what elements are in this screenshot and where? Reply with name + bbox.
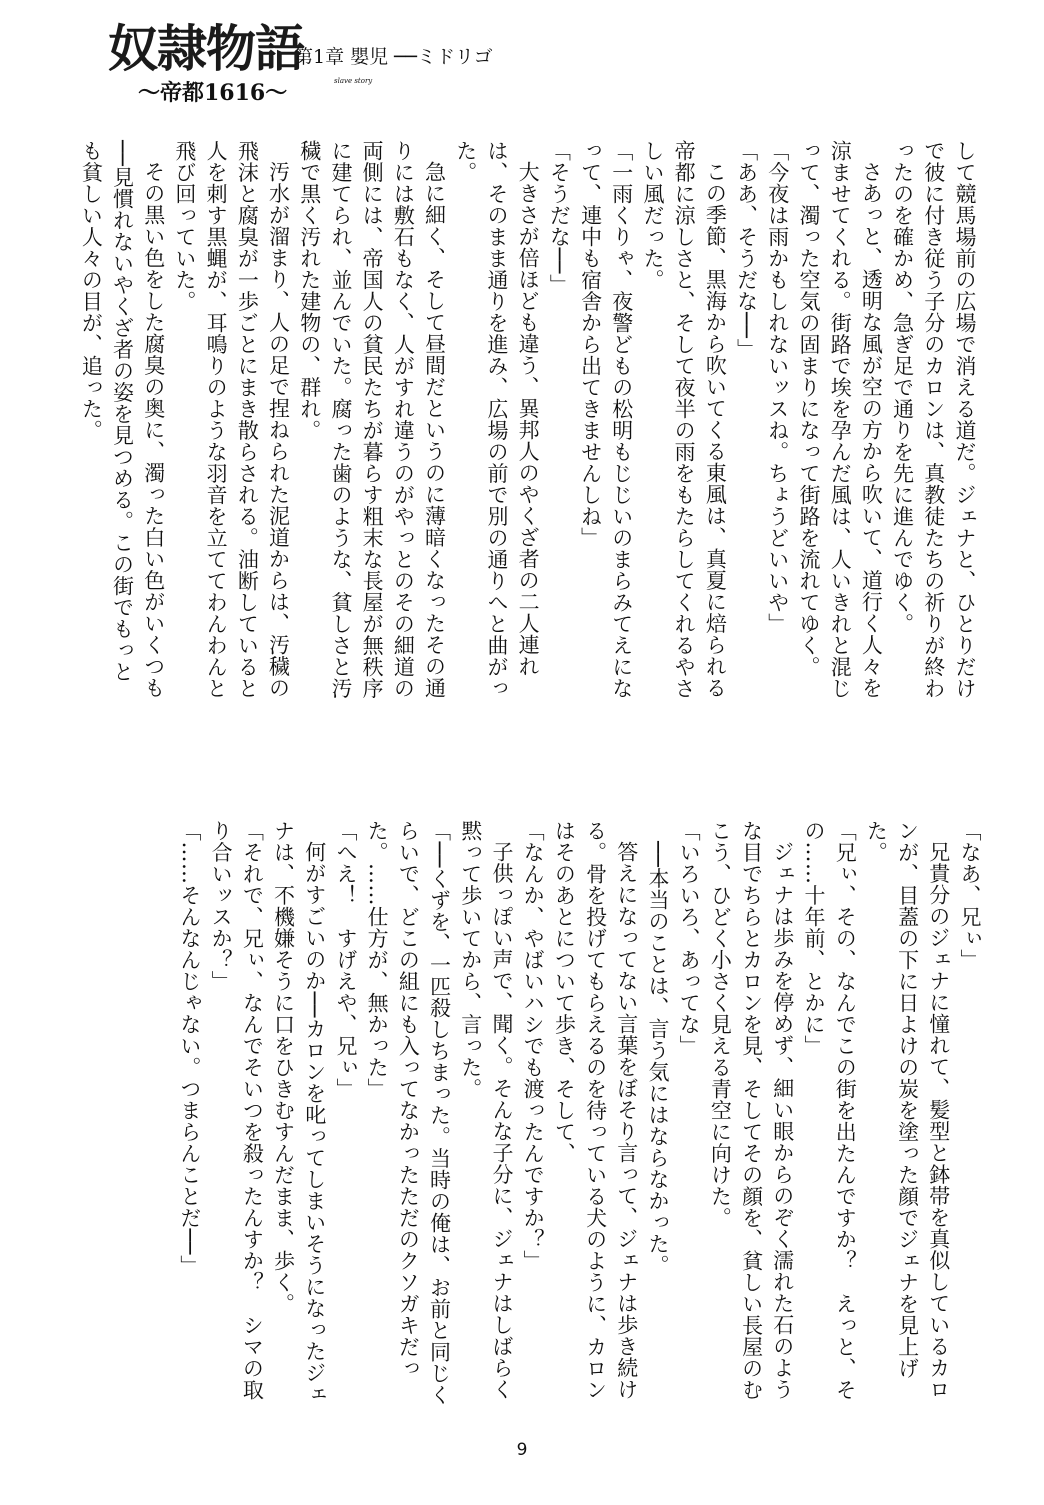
paragraph: 「一雨くりゃ、夜警どもの松明もじじいのまらみてえになって、連中も宿舎から出てきませんしね」 [578, 140, 634, 699]
chapter-heading: 第1章 嬰児 ──ミドリゴ [294, 46, 493, 68]
upper-text-block [79, 140, 980, 700]
paragraph: 大きさが倍ほども違う、異邦人のやくざ者の二人連れは、そのまま通りを進み、広場の前で別の通りへと曲がった。 [453, 140, 541, 699]
paragraph: 「──くずを、一匹殺しちまった。当時の俺は、お前と同じくらいで、どこの組にも入ってなかったただのクソガキだった。……仕方が、無かった」 [365, 820, 452, 1406]
logo-subtitle: 〜帝都1616〜 [138, 80, 288, 106]
lower-text-block [115, 820, 985, 1410]
paragraph: ──本当のことは、言う気にはならなかった。 [645, 841, 670, 1276]
paragraph: ジェナは歩みを停めず、細い眼からのぞく濡れた石のような目でちらとカロンを見、そしてその顔を、貧しい長屋のむこう、ひどく小さく見える青空に向けた。 [708, 820, 795, 1401]
paragraph: 「へえ！ すげえや、兄ぃ」 [333, 820, 358, 1100]
paragraph: 「そうだな──」 [547, 140, 572, 296]
paragraph: 「……そんなんじゃない。つまらんことだ──」 [177, 820, 202, 1277]
page-number: 9 [516, 1440, 528, 1460]
paragraph: 「なあ、兄ぃ」 [958, 820, 982, 971]
paragraph: 「それで、兄ぃ、なんでそいつを殺ったんすか？ シマの取り合いッスか？」 [209, 820, 265, 1401]
logo-title: 奴隷物語 [108, 19, 304, 78]
paragraph: 「なんか、やばいハシでも渡ったんですか？」 [521, 820, 546, 1272]
paragraph: この季節、黒海から吹いてくる東風は、真夏に焙られる帝都に涼しさと、そして夜半の雨をもたらしてくれるやさしい風だった。 [640, 140, 728, 699]
paragraph: 兄貴分のジェナに憧れて、髪型と鉢帯を真似しているカロンが、目蓋の下に日よけの炭を塗った顔でジェナを見上げた。 [864, 820, 951, 1400]
paragraph: 「今夜は雨かもしれないッスね。ちょうどいいや」 [765, 140, 790, 635]
paragraph: 「ああ、そうだな──」 [734, 140, 759, 360]
paragraph: 答えになってない言葉をぼそり言って、ジェナは歩き続ける。骨を投げてもらえるのを待っている犬のように、カロンはそのあとについて歩き、そして、 [552, 820, 639, 1401]
paragraph: 汚水が溜まり、人の足で捏ねられた泥道からは、汚穢の飛沫と腐臭が一歩ごとにまき散らされる。油断していると人を刺す黒蝿が、耳鳴りのような羽音を立ててわんわんと飛び回っていた。 [172, 140, 291, 699]
logo-english: slave story [334, 77, 373, 85]
paragraph: その黒い色をした腐臭の奥に、濁った白い色がいくつも──見慣れないやくざ者の姿を見つめる。この街でもっとも貧しい人々の目が、追った。 [79, 140, 166, 699]
paragraph: 「兄ぃ、その、なんでこの街を出たんですか？ えっと、その……十年前、とかに」 [801, 820, 858, 1401]
paragraph: 「いろいろ、あってな」 [677, 820, 702, 1057]
paragraph: さあっと、透明な風が空の方から吹いて、道行く人々を涼ませてくれる。街路で埃を孕んだ風は、人いきれと混じって、濁った空気の固まりになって街路を流れてゆく。 [796, 140, 884, 699]
paragraph: して競馬場前の広場で消える道だ。ジェナと、ひとりだけで彼に付き従う子分のカロンは、真教徒たちの祈りが終わったのを確かめ、急ぎ足で通りを先に進んでゆく。 [890, 140, 977, 699]
page-header [108, 20, 668, 110]
paragraph: 子供っぽい声で、聞く。そんな子分に、ジェナはしばらく黙って歩いてから、言った。 [458, 820, 514, 1400]
paragraph: 急に細く、そして昼間だというのに薄暗くなったその通りには敷石もなく、人がすれ違うのがやっとのその細道の両側には、帝国人の貧民たちが暮らす粗末な長屋が無秩序に建てられ、並んでいた。腐った歯のような、貧しさと汚穢で黒く汚れた建物の、群れ。 [297, 140, 447, 699]
paragraph: 何がすごいのか──カロンを叱ってしまいそうになったジェナは、不機嫌そうに口をひきむすんだまま、歩く。 [271, 820, 327, 1405]
